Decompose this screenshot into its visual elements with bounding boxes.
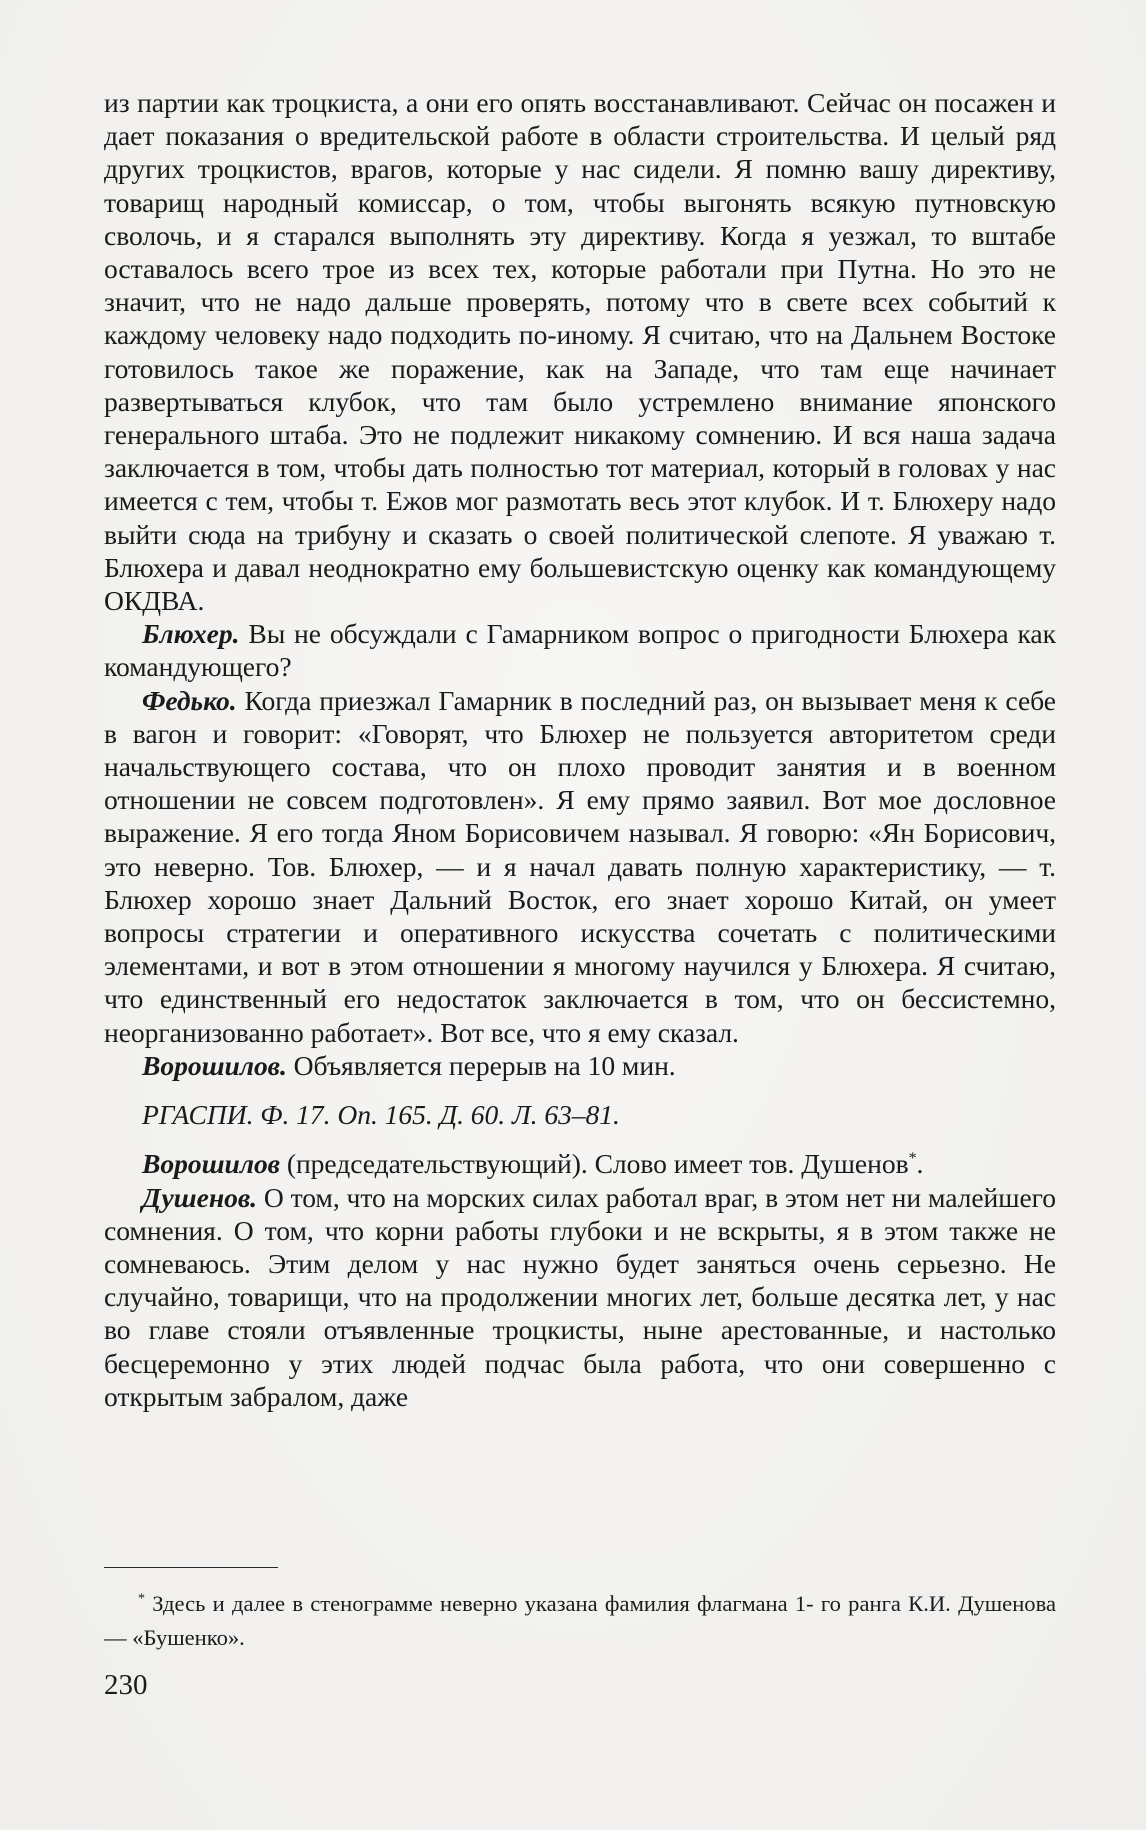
speech-text: (председательствующий). Слово имеет тов. Душенов bbox=[279, 1148, 909, 1180]
speaker-name: Душенов. bbox=[142, 1181, 257, 1213]
footnote bbox=[104, 1587, 1056, 1655]
paragraph-voroshilov-chair bbox=[104, 1147, 1056, 1180]
speech-text: Объявляется перерыв на 10 мин. bbox=[286, 1049, 676, 1081]
footnote-marker: * bbox=[138, 1591, 145, 1607]
footnote-divider bbox=[104, 1567, 278, 1568]
speaker-name: Ворошилов bbox=[142, 1148, 280, 1180]
paragraph-voroshilov-break bbox=[104, 1049, 1056, 1082]
page-number: 230 bbox=[104, 1669, 148, 1701]
speaker-name: Федько. bbox=[142, 684, 237, 716]
footnote-marker: * bbox=[908, 1150, 917, 1168]
speech-end: . bbox=[916, 1148, 924, 1180]
main-text bbox=[104, 86, 1056, 1413]
footnote-text bbox=[104, 1587, 1056, 1655]
paragraph-text: из партии как троцкиста, а они его опять восстанавливают. Сейчас он посажен и дает показания о вредительской работе в области строительства. И целый ряд других троцкистов, врагов, которые у нас сидели. Я помню вашу директиву, товарищ народный комиссар, о том, чтобы выгонять всякую путновскую сволочь, и я старался выполнять эту директиву. Когда я уезжал, то вштабе оставалось всего трое из всех тех, которые работали при Путна. Но это не значит, что не надо дальше проверять, потому что в свете всех событий к каждому человеку надо подходить по-иному. Я считаю, что на Дальнем Востоке готовилось такое же поражение, как на Западе, что там еще начинает развертываться клубок, что там было устремлено внимание японского генерального штаба. Это не подлежит никакому сомнению. И вся наша задача заключается в том, чтобы дать полностью тот материал, который в головах у нас имеется с тем, чтобы т. Ежов мог размотать весь этот клубок. И т. Блюхеру надо выйти сюда на трибуну и сказать о своей политической слепоте. Я уважаю т. Блюхера и давал неоднократно ему большевистскую оценку как командующему ОКДВА. bbox=[104, 87, 1056, 617]
speaker-name: Блюхер. bbox=[142, 618, 240, 650]
paragraph-fedko bbox=[104, 684, 1056, 1049]
paragraph-blucher bbox=[104, 617, 1056, 683]
speech-text: Вы не обсуждали с Гамарником вопрос о пригодности Блюхера как командующего? bbox=[104, 618, 1056, 683]
speech-text: О том, что на морских силах работал враг, в этом нет ни малейшего сомнения. О том, что корни работы глубоки и не вскрыты, я в этом также не сомневаюсь. Этим делом у нас нужно будет заняться очень серьезно. Не случайно, товарищи, что на продолжении многих лет, больше десятка лет, у нас во главе стояли отъявленные троцкисты, ныне арестованные, и настолько бесцеремонно у этих людей подчас была работа, что они совершенно с открытым забралом, даже bbox=[104, 1181, 1056, 1412]
paragraph-dushenov bbox=[104, 1181, 1056, 1413]
paragraph-continuation bbox=[104, 86, 1056, 617]
speaker-name: Ворошилов. bbox=[142, 1049, 287, 1081]
speech-text: Когда приезжал Гамарник в последний раз, он вызывает меня к себе в вагон и говорит: «Говорят, что Блюхер не пользуется авторитетом среди начальствующего состава, что он плохо проводит занятия и в военном отношении не совсем подготовлен». Я ему прямо заявил. Вот мое дословное выражение. Я его тогда Яном Борисовичем называл. Я говорю: «Ян Борисович, это неверно. Тов. Блюхер, — и я начал давать полную характеристику, — т. Блюхер хорошо знает Дальний Восток, его знает хорошо Китай, он умеет вопросы стратегии и оперативного искусства сочетать с политическими элементами, и вот в этом отношении я многому научился у Блюхера. Я считаю, что единственный его недостаток заключается в том, что он бессистемно, неорганизованно работает». Вот все, что я ему сказал. bbox=[104, 684, 1056, 1048]
archive-source: РГАСПИ. Ф. 17. Оп. 165. Д. 60. Л. 63–81. bbox=[142, 1099, 620, 1131]
footnote-body: Здесь и далее в стенограмме неверно указана фамилия флагмана 1- го ранга К.И. Душенова — «Бушенко». bbox=[104, 1591, 1056, 1650]
